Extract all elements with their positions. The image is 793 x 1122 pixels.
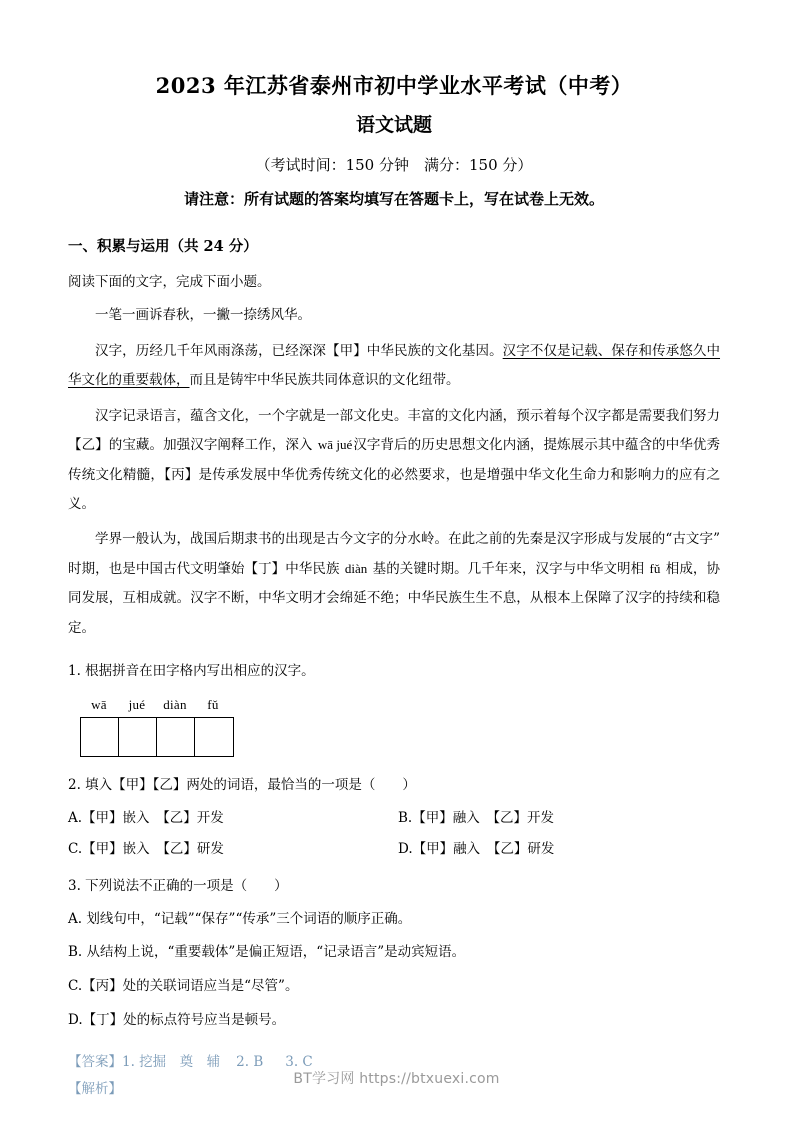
tianzige-cell-1[interactable] [81,718,119,756]
page-subtitle: 语文试题 [355,113,432,136]
pinyin-fu: fǔ [649,560,661,576]
tianzige-pinyin-row [80,697,720,713]
passage-p3-part-b: 汉字背后的历史思想文化内涵，提炼展示其中蕴含的中华优秀传统文化精髓，【丙】是传承发展中华优秀传统文化的必然要求，也是增强中华文化生命力和影响力的应有之义。 [68,437,720,512]
passage-p4-part-b: 基的关键时期。几千年来，汉字与中华文明相 [368,560,649,577]
exam-notice: 请注意：所有试题的答案均填写在答题卡上，写在试卷上无效。 [183,190,604,209]
tianzige-grid [80,717,234,757]
passage-p2-part-a: 汉字，历经几千年风雨涤荡，已经深深【甲】中华民族的文化基因。 [95,342,503,359]
tianzige-pinyin-1: wā [91,697,107,713]
pinyin-dian: diàn [344,560,368,576]
question-3-option-d[interactable]: D.【丁】处的标点符号应当是顿号。 [68,1011,286,1028]
tianzige-pinyin-3: diàn [163,697,187,713]
question-3-option-b[interactable]: B. 从结构上说，“重要载体”是偏正短语，“记录语言”是动宾短语。 [68,944,466,961]
question-3-stem: 3. 下列说法不正确的一项是（ ） [68,877,288,894]
answer-q2: 2. B [236,1054,264,1071]
tianzige-cell-4[interactable] [195,718,233,756]
question-2-option-c[interactable]: C.【甲】嵌入 【乙】研发 [68,840,224,857]
question-2-stem: 2. 填入【甲】【乙】两处的词语，最恰当的一项是（ ） [68,777,416,794]
exam-info: （考试时间：150 分钟 满分：150 分） [255,155,533,174]
passage-paragraph-2 [68,337,720,396]
question-2-option-d[interactable]: D.【甲】融入 【乙】研发 [398,840,555,857]
passage-paragraph-1: 一笔一画诉春秋，一撇一捺绣风华。 [95,307,311,324]
passage-p3-part-a: 汉字记录语言，蕴含文化，一个字就是一部文化史。丰富的文化内涵，预示着每个汉字都是需要我们努力【乙】的宝藏。加强汉字阐释工作，深入 [68,407,720,454]
question-2-option-row-2 [68,839,720,860]
answer-q1-values: 挖掘 奠 辅 [139,1054,221,1071]
tianzige-cell-2[interactable] [119,718,157,756]
tianzige-cell-3[interactable] [157,718,195,756]
section-heading: 一、积累与运用（共 24 分） [68,237,258,255]
question-3-option-c[interactable]: C.【丙】处的关联词语应当是“尽管”。 [68,978,299,994]
pinyin-wa-jue: wā jué [317,437,353,453]
question-2-option-row-1 [68,808,720,829]
question-2-option-a[interactable]: A.【甲】嵌入 【乙】开发 [68,809,224,826]
footer-watermark: BT学习网 https://btxuexi.com [293,1071,500,1087]
question-3-options [68,909,720,1031]
passage-p4-part-a: 学界一般认为，战国后期隶书的出现是古今文字的分水岭。在此之前的先秦是汉字形成与发展的“古文字”时期，也是中国古代文明肇始【丁】中华民族 [68,531,720,577]
page-title: 2023 年江苏省泰州市初中学业水平考试（中考） [155,73,633,98]
tianzige-pinyin-4: fǔ [207,697,219,713]
question-2-options [68,808,720,860]
passage-p2-underlined: 汉字不仅是记载、保存和传承悠久中华文化的重要载体， [68,342,721,389]
tianzige-pinyin-2: jué [128,697,146,713]
question-2-option-b[interactable]: B.【甲】融入 【乙】开发 [398,809,554,826]
answer-q1-number: 1. [122,1054,140,1071]
passage-paragraph-3 [68,402,720,520]
passage-p4-part-c: 相成，协同发展，互相成就。汉字不断，中华文明才会绵延不绝；中华民族生生不息，从根本上保障了汉字的持续和稳定。 [68,560,720,636]
passage-paragraph-4 [68,525,720,643]
analysis-label: 【解析】 [68,1080,122,1097]
answer-label: 【答案】 [68,1054,122,1071]
answer-q3: 3. C [285,1054,313,1071]
passage-p2-part-b: 而且是铸牢中华民族共同体意识的文化纽带。 [189,372,460,389]
section-lead: 阅读下面的文字，完成下面小题。 [68,274,271,291]
question-1-stem: 1. 根据拼音在田字格内写出相应的汉字。 [68,663,315,680]
question-3-option-a[interactable]: A. 划线句中，“记载”“保存”“传承”三个词语的顺序正确。 [68,910,412,927]
